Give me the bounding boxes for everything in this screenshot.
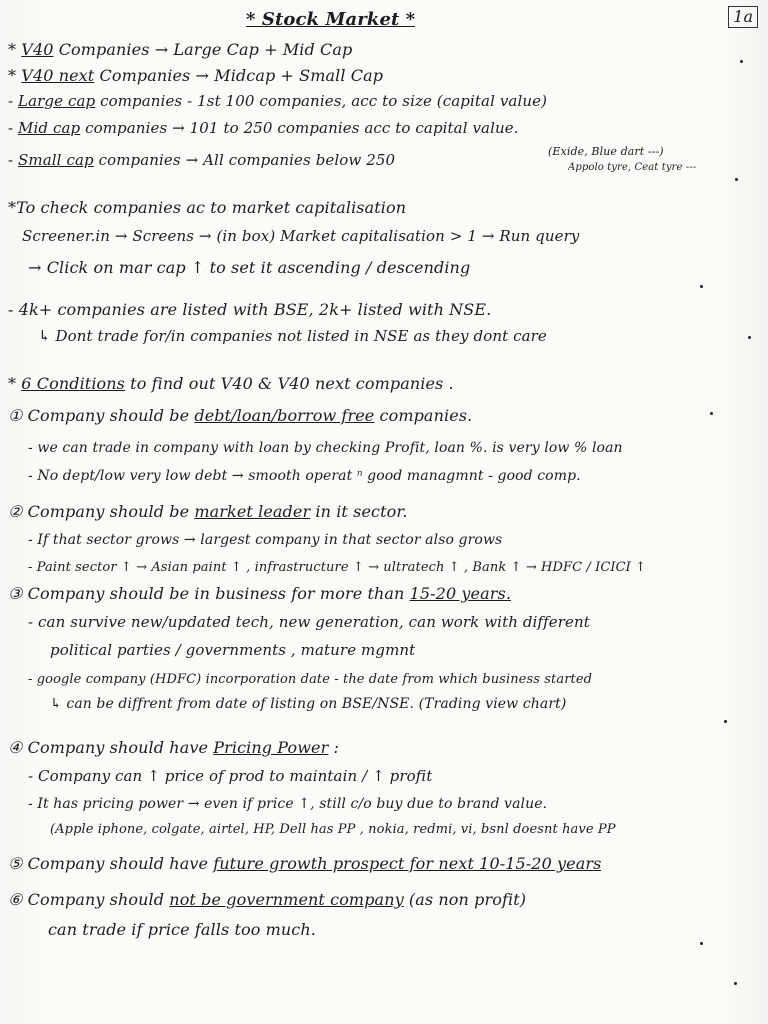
note-line <box>8 300 491 320</box>
ink-dot <box>734 982 737 985</box>
note-text: ⑥ Company should <box>8 890 170 909</box>
note-line <box>28 558 646 578</box>
note-text: Appolo tyre, Ceat tyre --- <box>568 162 697 173</box>
note-line <box>568 158 696 178</box>
underlined-text: not be government company <box>169 890 404 909</box>
note-line <box>8 40 352 60</box>
note-text: companies - 1st 100 companies, acc to size (capital value) <box>95 92 548 110</box>
note-text: - <box>8 151 19 169</box>
note-text: ① Company should be <box>8 406 195 425</box>
note-line <box>28 766 432 786</box>
note-line <box>8 198 406 218</box>
note-text: ④ Company should have <box>8 738 214 757</box>
note-line <box>28 670 592 690</box>
note-text: : <box>328 738 340 757</box>
note-text: - Company can ↑ price of prod to maintain / ↑ profit <box>28 767 433 785</box>
note-text: Screener.in → Screens → (in box) Market capitalisation > 1 → Run query <box>22 227 580 245</box>
note-line <box>48 920 316 940</box>
note-line <box>28 466 581 486</box>
note-text: Companies → Midcap + Small Cap <box>94 66 384 85</box>
ink-dot <box>700 942 703 945</box>
note-line <box>38 326 547 346</box>
note-text: - google company (HDFC) incorporation date - the date from which business started <box>28 672 593 687</box>
note-text: - 4k+ companies are listed with BSE, 2k+ listed with NSE. <box>8 300 492 319</box>
note-line <box>8 738 339 758</box>
note-line <box>8 502 408 522</box>
underlined-text: Mid cap <box>18 119 81 137</box>
note-text: (as non profit) <box>403 890 527 909</box>
note-line <box>8 854 601 874</box>
note-text: - Paint sector ↑ → Asian paint ↑ , infrastructure ↑ → ultratech ↑ , Bank ↑ → HDFC / ICICI ↑ <box>28 560 647 575</box>
underlined-text: market leader <box>194 502 311 521</box>
note-text: can trade if price falls too much. <box>48 920 316 939</box>
note-line <box>8 118 519 138</box>
page-number: 1a <box>728 6 758 28</box>
note-line <box>8 66 383 86</box>
note-text: ↳ Dont trade for/in companies not listed in NSE as they dont care <box>38 327 547 345</box>
note-text: ③ Company should be in business for more than <box>8 584 410 603</box>
note-text: - <box>8 119 19 137</box>
note-text: - It has pricing power → even if price ↑, still c/o buy due to brand value. <box>28 796 548 812</box>
note-line <box>8 374 454 394</box>
note-line <box>50 640 415 660</box>
ink-dot <box>724 720 727 723</box>
note-text: - If that sector grows → largest company in that sector also grows <box>28 532 503 548</box>
underlined-text: Pricing Power <box>213 738 329 757</box>
note-line <box>8 406 472 426</box>
note-text: - can survive new/updated tech, new generation, can work with different <box>28 613 590 631</box>
note-text: in it sector. <box>310 502 408 521</box>
ink-dot <box>700 285 703 288</box>
note-text: companies. <box>374 406 473 425</box>
note-text: companies → 101 to 250 companies acc to capital value. <box>80 119 519 137</box>
note-line <box>28 258 470 278</box>
note-line <box>22 226 579 246</box>
note-text: → Click on mar cap ↑ to set it ascending / descending <box>28 258 471 277</box>
underlined-text: Small cap <box>18 151 94 169</box>
note-text: (Exide, Blue dart ---) <box>548 145 664 158</box>
underlined-text: V40 <box>21 40 54 59</box>
note-text: *To check companies ac to market capitalisation <box>8 198 407 217</box>
note-line <box>8 584 511 604</box>
ink-dot <box>710 412 713 415</box>
page-title: * Stock Market * <box>246 10 416 30</box>
note-line <box>50 820 616 840</box>
note-line <box>8 150 395 170</box>
note-line <box>28 438 623 458</box>
note-text: Companies → Large Cap + Mid Cap <box>53 40 353 59</box>
note-text: ② Company should be <box>8 502 195 521</box>
note-text: - <box>8 92 19 110</box>
note-text: - we can trade in company with loan by checking Profit, loan %. is very low % loan <box>28 440 623 456</box>
underlined-text: debt/loan/borrow free <box>194 406 375 425</box>
note-text: companies → All companies below 250 <box>93 151 396 169</box>
note-text: * <box>8 374 22 393</box>
note-text: political parties / governments , mature mgmnt <box>50 641 416 659</box>
note-text: * <box>8 40 22 59</box>
note-text: ↳ can be diffrent from date of listing on BSE/NSE. (Trading view chart) <box>50 696 567 712</box>
note-text: (Apple iphone, colgate, airtel, HP, Dell has PP , nokia, redmi, vi, bsnl doesnt have PP <box>50 822 616 837</box>
note-line <box>8 91 547 111</box>
ink-dot <box>735 178 738 181</box>
note-line <box>28 530 502 550</box>
note-line <box>28 794 547 814</box>
ink-dot <box>740 60 743 63</box>
note-text: * <box>8 66 22 85</box>
underlined-text: future growth prospect for next 10-15-20 years <box>213 854 602 873</box>
ink-dot <box>748 336 751 339</box>
note-line <box>50 694 566 714</box>
note-text: to find out V40 & V40 next companies . <box>125 374 454 393</box>
note-text: - No dept/low very low debt → smooth operat ⁿ good managmnt - good comp. <box>28 468 581 484</box>
underlined-text: V40 next <box>21 66 95 85</box>
note-line <box>28 612 590 632</box>
note-line <box>8 890 526 910</box>
underlined-text: 6 Conditions <box>21 374 125 393</box>
underlined-text: 15-20 years. <box>409 584 512 603</box>
note-text: ⑤ Company should have <box>8 854 214 873</box>
underlined-text: Large cap <box>18 92 96 110</box>
